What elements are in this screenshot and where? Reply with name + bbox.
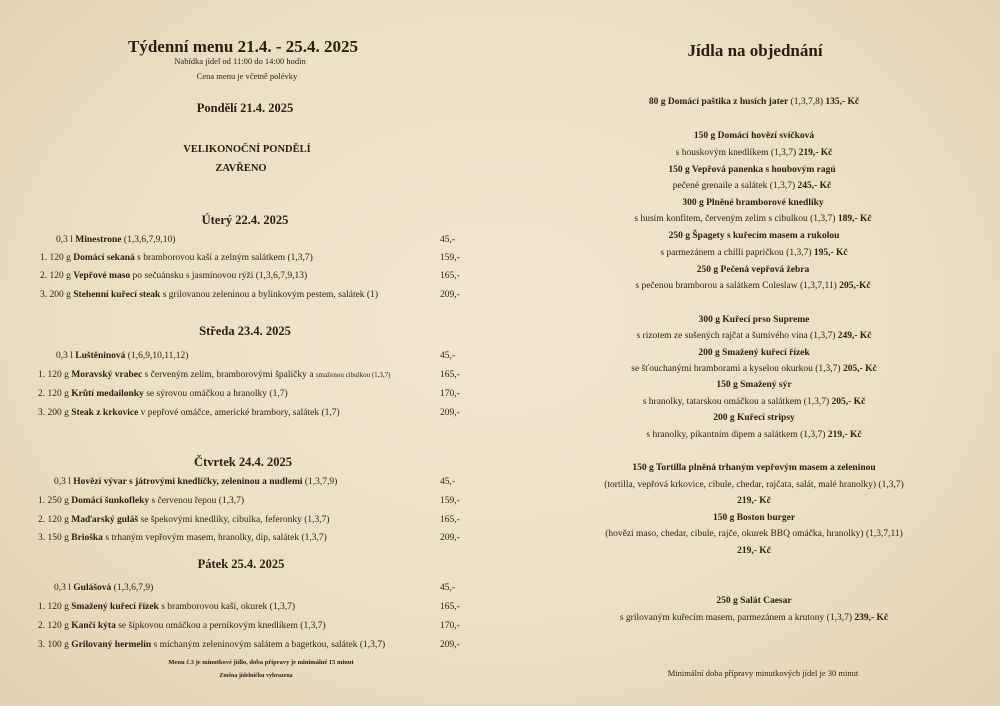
menu-row-qty: 1. 120 g	[40, 253, 74, 263]
menu-row-text	[56, 351, 188, 361]
order-menu-line	[649, 97, 859, 107]
menu-row-qty: 0,3 l	[56, 235, 76, 245]
menu-row-text	[38, 370, 390, 380]
order-menu-line	[698, 348, 809, 358]
order-item-desc: (hovězí maso, chedar, cibule, rajče, okurek BBQ omáčka, hranolky) (1,3,7,11)	[605, 529, 903, 539]
menu-row-price: 209,-	[440, 640, 460, 650]
menu-row-text	[38, 533, 327, 543]
order-item-price: 135,- Kč	[823, 97, 860, 107]
menu-row-name: Stehenní kuřecí steak	[73, 290, 161, 300]
menu-row-desc: s bramborovou kaší, okurek (1,3,7)	[158, 602, 295, 612]
menu-row-text	[40, 290, 378, 300]
menu-row-name: Steak z krkovice	[71, 408, 139, 418]
order-item-desc: (1,3,7,8)	[788, 97, 823, 107]
menu-row-name: Krůtí medailonky	[71, 389, 144, 399]
order-prep-note: Minimální doba přípravy minutkových jídel je 30 minut	[667, 668, 859, 678]
order-item-name: 300 g Kuřecí prso Supreme	[698, 315, 810, 325]
order-menu-line	[716, 596, 791, 606]
menu-row-price: 165,-	[440, 271, 460, 281]
order-menu-line	[713, 413, 795, 423]
menu-row-desc: po sečuánsku s jasmínovou rýží (1,3,6,7,9,13)	[130, 271, 308, 281]
order-item-desc: pečené grenaile a salátek (1,3,7)	[672, 181, 796, 191]
order-item-name: 300 g Plněné bramborové knedlíky	[682, 198, 824, 208]
menu-row-name: Gulášová	[73, 583, 112, 593]
order-menu-line	[682, 198, 823, 208]
order-item-price: 205,-Kč	[836, 281, 871, 291]
order-item-desc: s grilovaným kuřecím masem, parmezánem a krutony (1,3,7)	[619, 613, 852, 623]
order-item-price: 219,- Kč	[825, 430, 862, 440]
order-menu-line	[697, 265, 809, 275]
monday-holiday: VELIKONOČNÍ PONDĚLÍ	[183, 144, 311, 155]
menu-row-price: 209,-	[440, 408, 460, 418]
menu-row-desc: se sýrovou omáčkou a hranolky (1,7)	[143, 389, 288, 399]
menu-row-desc: se špekovými knedlíky, cibulka, feferonky (1,3,7)	[138, 515, 330, 525]
menu-row-text	[38, 640, 385, 650]
weekly-menu-title: Týdenní menu 21.4. - 25.4. 2025	[128, 37, 358, 56]
menu-row-desc: (1,3,6,7,9,10)	[121, 235, 176, 245]
menu-row-price: 165,-	[440, 602, 460, 612]
menu-row-text	[40, 253, 313, 263]
order-menu-line	[635, 281, 870, 291]
order-item-price: 249,- Kč	[835, 331, 872, 341]
order-item-desc: (tortilla, vepřová krkovice, cibule, chedar, rajčata, salát, malé hranolky) (1,3,7)	[604, 480, 904, 490]
soup-included-note: Cena menu je včetně polévky	[196, 71, 298, 81]
order-item-desc: s parmezánem a chilli papričkou (1,3,7)	[660, 248, 812, 258]
order-menu-page	[500, 0, 1000, 706]
order-item-price: 219,- Kč	[737, 496, 771, 506]
menu-row-desc: s míchaným zeleninovým salátem a bagetkou, salátek (1,3,7)	[151, 640, 386, 650]
menu-row-price: 45,-	[440, 477, 456, 487]
order-menu-line	[620, 613, 888, 623]
wednesday-heading: Středa 23.4. 2025	[199, 324, 291, 338]
menu-row-desc: s bramborovou kaší a zelným salátkem (1,3,7)	[134, 253, 313, 263]
menu-row-qty: 0,3 l	[54, 583, 74, 593]
menu-row-desc: s trhaným vepřovým masem, hranolky, dip, salátek (1,3,7)	[102, 533, 327, 543]
order-item-name: 250 g Salát Caesar	[716, 596, 792, 606]
menu-row-text	[38, 621, 326, 631]
menu-row-desc: se šípkovou omáčkou a perníkovým knedlíkem (1,3,7)	[115, 621, 326, 631]
menu-row-price: 209,-	[440, 533, 460, 543]
menu-row-qty: 0,3 l	[54, 477, 74, 487]
order-item-name: 250 g Špagety s kuřecím masem a rukolou	[668, 231, 840, 241]
menu-change-note: Změna jídelníčku vyhrazena	[219, 673, 293, 679]
menu-row-name: Luštěninová	[75, 351, 126, 361]
monday-closed: ZAVŘENO	[215, 163, 267, 174]
order-menu-line	[716, 380, 791, 390]
menu-row-desc: (1,3,6,7,9)	[111, 583, 154, 593]
tuesday-heading: Úterý 22.4. 2025	[201, 213, 289, 227]
order-item-name: 200 g Kuřecí stripsy	[713, 413, 795, 423]
menu-row-qty: 1. 120 g	[38, 602, 72, 612]
menu-row-qty: 0,3 l	[56, 351, 76, 361]
menu-row-text	[54, 583, 153, 593]
order-item-name: 150 g Tortilla plněná trhaným vepřovým masem a zeleninou	[632, 463, 876, 473]
menu-row-name: Maďarský guláš	[71, 515, 139, 525]
menu-row-price: 209,-	[440, 290, 460, 300]
menu-row-text	[54, 477, 337, 487]
menu-row-name: Hovězí vývar s játrovými knedlíčky, zeleninou a nudlemi	[73, 477, 303, 487]
menu-row-qty: 1. 120 g	[38, 370, 72, 380]
order-menu-line	[660, 248, 847, 258]
order-menu-line	[713, 513, 795, 523]
menu-row-qty: 2. 120 g	[38, 515, 72, 525]
menu-row-qty: 2. 120 g	[40, 271, 74, 281]
menu-row-name: Domácí šunkofleky	[71, 496, 150, 506]
menu-row-text	[38, 602, 295, 612]
menu-row-name: Smažený kuřecí řízek	[71, 602, 159, 612]
order-item-name: 150 g Boston burger	[712, 513, 796, 523]
menu-row-desc: v pepřové omáčce, americké brambory, salátek (1,7)	[138, 408, 340, 418]
menu-row-price: 45,-	[440, 351, 456, 361]
menu-row-text	[56, 235, 175, 245]
menu-row-name: Grilovaný hermelín	[71, 640, 152, 650]
menu-row-name: Moravský vrabec	[71, 370, 143, 380]
order-menu-line	[632, 463, 875, 473]
menu-row-name: Domácí sekaná	[73, 253, 135, 263]
order-item-price: 245,- Kč	[795, 181, 832, 191]
order-menu-line	[676, 148, 833, 158]
order-item-name: 80 g Domácí paštika z husích jater	[648, 97, 789, 107]
menu-row-desc: s červeným zelím, bramborovými špalíčky a	[142, 370, 316, 380]
order-menu-line	[669, 231, 840, 241]
menu-row-qty: 3. 150 g	[38, 533, 72, 543]
thursday-heading: Čtvrtek 24.4. 2025	[194, 455, 292, 469]
menu-row-desc: s grilovanou zeleninou a bylinkovým pestem, salátek (1)	[160, 290, 378, 300]
order-menu-line	[737, 546, 771, 556]
menu-row-name: Vepřové maso	[73, 271, 131, 281]
order-menu-line	[699, 315, 810, 325]
order-item-name: 250 g Pečená vepřová žebra	[696, 265, 810, 275]
order-item-price: 195,- Kč	[811, 248, 848, 258]
order-item-desc: s pečenou bramborou a salátkem Coleslaw (1,3,7,11)	[635, 281, 837, 291]
menu-row-price: 159,-	[440, 253, 460, 263]
order-menu-line	[631, 364, 876, 374]
order-menu-line	[605, 529, 903, 539]
menu-row-text	[38, 408, 340, 418]
order-item-name: 200 g Smažený kuřecí řízek	[698, 348, 810, 358]
menu-row-desc: (1,3,7,9)	[302, 477, 338, 487]
menu-row-qty: 3. 200 g	[38, 408, 72, 418]
order-item-name: 150 g Smažený sýr	[716, 380, 792, 390]
menu-row-qty: 2. 120 g	[38, 621, 72, 631]
minute-dish-note: Menu č.3 je minutkové jídlo, doba přípravy je minimálně 15 minut	[168, 659, 354, 666]
order-menu-line	[737, 496, 771, 506]
menu-row-price: 159,-	[440, 496, 460, 506]
order-menu-line	[673, 181, 832, 191]
menu-row-price: 165,-	[440, 515, 460, 525]
order-menu-title: Jídla na objednání	[687, 41, 823, 60]
monday-heading: Pondělí 21.4. 2025	[196, 101, 294, 115]
order-item-desc: s husím konfitem, červeným zelím s cibulkou (1,3,7)	[634, 214, 836, 224]
order-item-desc: s hranolky, tatarskou omáčkou a salátkem (1,3,7)	[642, 397, 830, 407]
order-item-price: 239,- Kč	[852, 613, 889, 623]
order-item-desc: s hranolky, pikantním dipem a salátkem (1,3,7)	[646, 430, 826, 440]
order-item-price: 205,- Kč	[829, 397, 866, 407]
order-item-desc: se šťouchanými bramborami a kyselou okurkou (1,3,7)	[631, 364, 841, 374]
menu-row-desc: (1,6,9,10,11,12)	[125, 351, 189, 361]
order-menu-line	[668, 165, 835, 175]
menu-row-qty: 1. 250 g	[38, 496, 72, 506]
order-item-price: 189,- Kč	[835, 214, 872, 224]
menu-row-text	[40, 271, 307, 281]
menu-row-name: Brioška	[71, 533, 103, 543]
menu-row-price: 45,-	[440, 583, 456, 593]
order-item-name: 150 g Domácí hovězí svíčková	[693, 131, 815, 141]
menu-row-price: 170,-	[440, 621, 460, 631]
menu-row-text	[38, 515, 330, 525]
menu-row-price: 45,-	[440, 235, 456, 245]
menu-row-price: 170,-	[440, 389, 460, 399]
menu-row-desc-small: smaženou cibulkou (1,3,7)	[315, 371, 391, 379]
friday-heading: Pátek 25.4. 2025	[197, 557, 285, 571]
menu-row-qty: 3. 100 g	[38, 640, 72, 650]
menu-row-desc: s červenou řepou (1,3,7)	[149, 496, 245, 506]
menu-row-name: Minestrone	[75, 235, 122, 245]
serving-hours: Nabídka jídel od 11:00 do 14:00 hodin	[174, 56, 306, 66]
order-item-desc: s rizotem ze sušených rajčat a šumivého vína (1,3,7)	[636, 331, 836, 341]
order-item-desc: s houskovým knedlíkem (1,3,7)	[675, 148, 797, 158]
menu-row-text	[38, 496, 244, 506]
order-menu-line	[643, 397, 866, 407]
order-menu-line	[636, 331, 871, 341]
order-item-price: 219,- Kč	[796, 148, 833, 158]
order-menu-line	[634, 214, 871, 224]
order-item-price: 205,- Kč	[840, 364, 877, 374]
order-menu-line	[604, 480, 904, 490]
order-item-price: 219,- Kč	[737, 546, 771, 556]
order-menu-line	[694, 131, 814, 141]
menu-row-price: 165,-	[440, 370, 460, 380]
menu-row-text	[38, 389, 288, 399]
menu-row-name: Kančí kýta	[71, 621, 116, 631]
menu-row-qty: 2. 120 g	[38, 389, 72, 399]
order-item-name: 150 g Vepřová panenka s houbovým ragú	[668, 165, 836, 175]
menu-row-qty: 3. 200 g	[40, 290, 74, 300]
order-menu-line	[646, 430, 861, 440]
